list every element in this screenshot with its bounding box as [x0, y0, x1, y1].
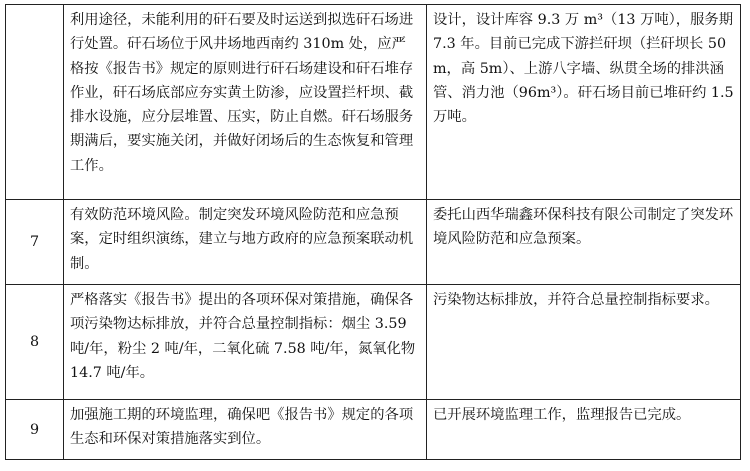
- row-number: 7: [6, 200, 64, 285]
- table-row: [6, 5, 741, 200]
- status-text: 已开展环境监理工作，监理报告已完成。: [427, 400, 741, 460]
- requirement-text: 有效防范环境风险。制定突发环境风险防范和应急预案，定时组织演练，建立与地方政府的应急预案联动机制。: [64, 200, 427, 285]
- requirements-table: [5, 4, 741, 460]
- requirement-text: 利用途径，未能利用的矸石要及时运送到拟选矸石场进行处置。矸石场位于风井场地西南约 310m 处，应严格按《报告书》规定的原则进行矸石场建设和矸石堆存作业，矸石场底部应夯实黄土防渗，应设置拦杆坝、截排水设施，应分层堆置、压实，防止自燃。矸石场服务期满后，要实施关闭，并做好闭场后的生态恢复和管理工作。: [64, 5, 427, 200]
- table-row: [6, 400, 741, 460]
- requirement-text: 加强施工期的环境监理，确保吧《报告书》规定的各项生态和环保对策措施落实到位。: [64, 400, 427, 460]
- status-text: 设计，设计库容 9.3 万 m³（13 万吨），服务期 7.3 年。目前已完成下游拦矸坝（拦矸坝长 50m，高 5m）、上游八字墙、纵贯全场的排洪涵管、消力池（96m³）。矸石场目前已堆矸约 1.5 万吨。: [427, 5, 741, 200]
- status-text: 污染物达标排放，并符合总量控制指标要求。: [427, 285, 741, 400]
- row-number: 8: [6, 285, 64, 400]
- row-number: 9: [6, 400, 64, 460]
- requirement-text: 严格落实《报告书》提出的各项环保对策措施，确保各项污染物达标排放，并符合总量控制指标：烟尘 3.59 吨/年，粉尘 2 吨/年，二氧化硫 7.58 吨/年，氮氧化物 14.7 吨/年。: [64, 285, 427, 400]
- table-row: [6, 285, 741, 400]
- table-row: [6, 200, 741, 285]
- status-text: 委托山西华瑞鑫环保科技有限公司制定了突发环境风险防范和应急预案。: [427, 200, 741, 285]
- row-number: [6, 5, 64, 200]
